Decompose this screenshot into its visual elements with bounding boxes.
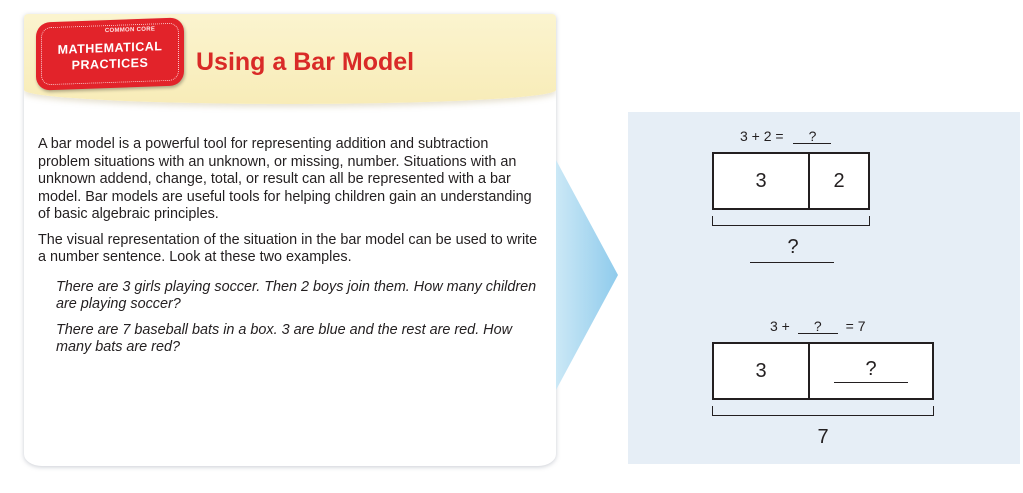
model1-equation-prefix: 3 + 2 = [740,128,784,144]
model2-part-2 [808,344,932,398]
model1-equation [740,128,831,144]
example-bats: There are 7 baseball bats in a box. 3 are blue and the rest are red. How many bats are red? [56,321,512,355]
model2-equation-prefix: 3 + [770,318,790,334]
model1-equation-blank: ? [793,129,831,144]
arrow-right-icon [556,160,628,390]
model2-total: 7 [817,426,829,448]
page-title: Using a Bar Model [196,48,415,76]
model1-total: ? [787,236,799,258]
mathematical-practices-badge [36,17,184,90]
model2-equation [770,318,866,334]
card-body [38,136,538,365]
model2-bar [712,342,934,400]
model1-part-1: 3 [755,169,767,192]
model2-part-2-line [834,382,908,383]
bar-model-panel [628,112,1020,464]
explanation-card [24,14,556,466]
model2-equation-suffix: = 7 [845,318,866,334]
model2-part-1: 3 [755,359,767,382]
model2-bracket [712,406,934,416]
model2-equation-blank: ? [798,319,838,334]
model1-total-line [750,262,834,263]
paragraph-intro: A bar model is a powerful tool for representing addition and subtraction problem situations with an unknown, or missing, number. Situations with an unknown addend, change, total, or result can all be represented with a bar model. Bar models are useful tools for helping children gain an understanding of basic algebraic principles. [38,136,532,222]
model1-bar [712,152,870,210]
model1-bracket [712,216,870,226]
badge-line-2: PRACTICES [71,55,149,73]
badge-small-text: COMMON CORE [104,26,156,35]
model2-part-2-text: ? [865,357,877,380]
model1-part-2: 2 [808,154,868,208]
badge-line-1: MATHEMATICAL [57,39,163,57]
paragraph-visual: The visual representation of the situation in the bar model can be used to write a number sentence. Look at these two examples. [38,231,538,265]
example-soccer: There are 3 girls playing soccer. Then 2 boys join them. How many children are playing soccer? [56,278,537,312]
